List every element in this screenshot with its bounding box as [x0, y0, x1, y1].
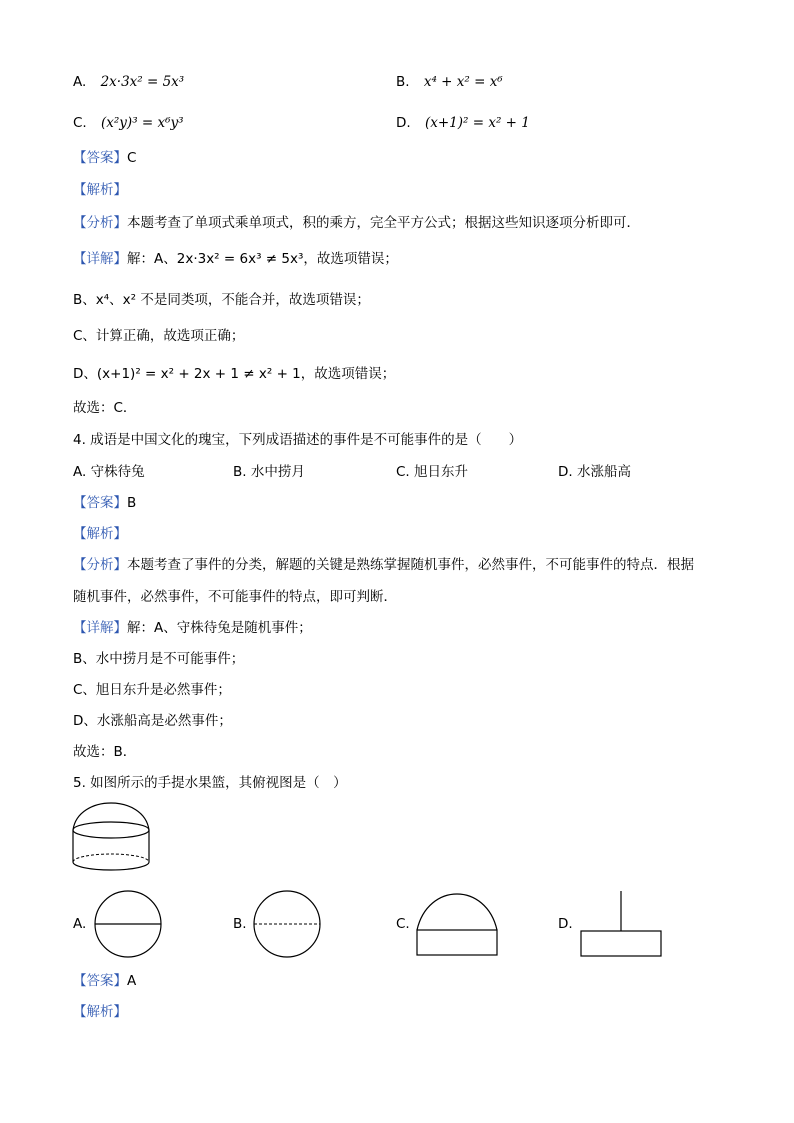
answer-tag: 【答案】	[73, 495, 127, 511]
q4-detail-c: C、旭日东升是必然事件；	[73, 682, 231, 698]
q3-analysis-heading	[73, 180, 127, 200]
q4-option-a: A. 守株待兔	[73, 464, 145, 480]
q3-option-a-label: A.	[73, 74, 87, 90]
q4-fenxi-line2: 随机事件，必然事件，不可能事件的特点，即可判断．	[73, 589, 397, 605]
detail-tag: 【详解】	[73, 620, 127, 636]
analysis-tag: 【解析】	[73, 182, 127, 198]
q3-fenxi	[73, 213, 640, 233]
q4-answer	[73, 493, 136, 513]
q5-option-a-figure	[92, 888, 164, 960]
q5-option-b-figure	[251, 888, 323, 960]
q4-stem: 4. 成语是中国文化的瑰宝，下列成语描述的事件是不可能事件的是（ ）	[73, 432, 523, 448]
q3-detail-a	[73, 249, 398, 269]
q4-option-d: D. 水涨船高	[558, 464, 631, 480]
q3-detail-d: D、(x+1)² = x² + 2x + 1 ≠ x² + 1，故选项错误；	[73, 366, 396, 382]
q5-option-c-figure	[414, 890, 500, 958]
q3-option-b-label: B.	[396, 74, 410, 90]
q3-option-c-label: C.	[73, 115, 87, 131]
analysis-tag: 【解析】	[73, 1004, 127, 1020]
q3-option-d-label: D.	[396, 115, 411, 131]
q3-detail-c: C、计算正确，故选项正确；	[73, 328, 245, 344]
q3-option-d	[396, 113, 530, 133]
q5-option-b-label: B.	[233, 916, 247, 932]
q4-analysis-heading	[73, 524, 127, 544]
fenxi-tag: 【分析】	[73, 557, 127, 573]
answer-value: B	[127, 495, 137, 511]
q3-option-b	[396, 72, 503, 92]
q4-option-b: B. 水中捞月	[233, 464, 305, 480]
q3-option-b-expr: x⁴ + x² = x⁶	[423, 74, 503, 90]
fenxi-text: 本题考查了事件的分类，解题的关键是熟练掌握随机事件，必然事件，不可能事件的特点．根据	[127, 557, 694, 573]
q3-option-d-expr: (x+1)² = x² + 1	[424, 115, 530, 131]
answer-value: C	[127, 150, 137, 166]
q4-option-c: C. 旭日东升	[396, 464, 469, 480]
q3-option-c-expr: (x²y)³ = x⁶y³	[101, 115, 184, 131]
q5-option-a-label: A.	[73, 916, 87, 932]
q5-stem: 5. 如图所示的手提水果篮，其俯视图是（ ）	[73, 775, 347, 791]
q5-option-d-label: D.	[558, 916, 573, 932]
q3-option-a-expr: 2x·3x² = 5x³	[100, 74, 185, 90]
q4-detail-b: B、水中捞月是不可能事件；	[73, 651, 245, 667]
answer-tag: 【答案】	[73, 973, 127, 989]
analysis-tag: 【解析】	[73, 526, 127, 542]
q4-detail-d: D、水涨船高是必然事件；	[73, 713, 232, 729]
detail-tag: 【详解】	[73, 251, 127, 267]
q5-option-d-figure	[578, 888, 664, 960]
answer-tag: 【答案】	[73, 150, 127, 166]
q3-option-a	[73, 72, 184, 92]
detail-text: 解：A、2x·3x² = 6x³ ≠ 5x³，故选项错误；	[127, 251, 398, 267]
fenxi-text: 本题考查了单项式乘单项式，积的乘方，完全平方公式；根据这些知识逐项分析即可．	[127, 215, 640, 231]
q5-answer	[73, 971, 136, 991]
detail-text: 解：A、守株待兔是随机事件；	[127, 620, 312, 636]
q5-option-c-label: C.	[396, 916, 410, 932]
q4-detail-a	[73, 618, 312, 638]
q3-conclusion: 故选：C．	[73, 400, 137, 416]
q5-analysis-heading	[73, 1002, 127, 1022]
answer-value: A	[127, 973, 137, 989]
q3-option-c	[73, 113, 184, 133]
q4-conclusion: 故选：B．	[73, 744, 137, 760]
q3-answer	[73, 148, 136, 168]
q3-detail-b: B、x⁴、x² 不是同类项，不能合并，故选项错误；	[73, 292, 370, 308]
fenxi-tag: 【分析】	[73, 215, 127, 231]
q4-fenxi-line1	[73, 555, 694, 575]
fruit-basket-figure	[66, 800, 158, 880]
